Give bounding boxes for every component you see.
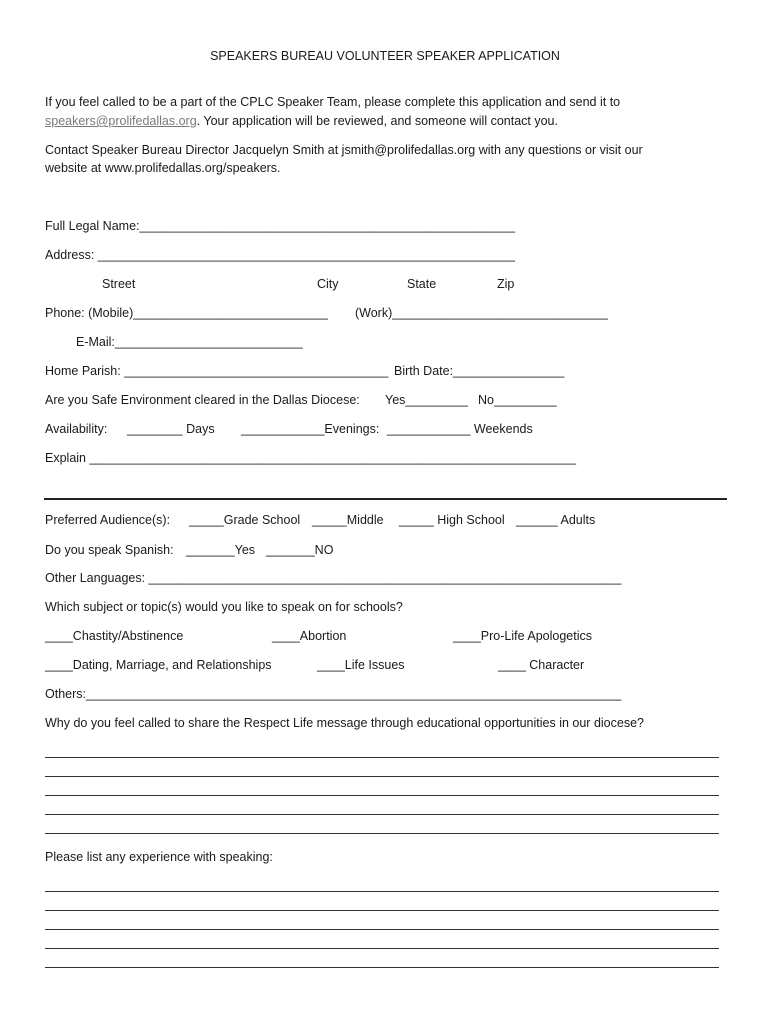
- topic-character[interactable]: ____ Character: [498, 658, 585, 672]
- availability-evenings[interactable]: ____________Evenings:: [241, 422, 380, 436]
- birth-date-field[interactable]: Birth Date:________________: [394, 364, 565, 378]
- preferred-audience-label: Preferred Audience(s):: [45, 513, 171, 527]
- why-called-question: Why do you feel called to share the Respect Life message through educational opportunities in our diocese?: [45, 716, 644, 730]
- safe-environment-no[interactable]: No_________: [478, 393, 557, 407]
- experience-answer-line[interactable]: [45, 948, 719, 949]
- spanish-yes[interactable]: _______Yes: [186, 543, 256, 557]
- home-parish-field[interactable]: Home Parish: ______________________________________: [45, 364, 389, 378]
- intro-line-2-rest: . Your application will be reviewed, and someone will contact you.: [196, 114, 558, 128]
- spanish-no[interactable]: _______NO: [266, 543, 334, 557]
- speakers-email-link[interactable]: speakers@prolifedallas.org: [45, 114, 197, 128]
- topic-chastity[interactable]: ____Chastity/Abstinence: [45, 629, 184, 643]
- availability-label: Availability:: [45, 422, 108, 436]
- mobile-phone-field[interactable]: Phone: (Mobile)____________________________: [45, 306, 328, 320]
- section-divider: [44, 498, 727, 500]
- topic-abortion[interactable]: ____Abortion: [272, 629, 347, 643]
- zip-label: Zip: [497, 277, 515, 291]
- spanish-question: Do you speak Spanish:: [45, 543, 174, 557]
- why-answer-line[interactable]: [45, 814, 719, 815]
- page-title: SPEAKERS BUREAU VOLUNTEER SPEAKER APPLICATION: [210, 49, 560, 63]
- audience-high-school[interactable]: _____ High School: [399, 513, 505, 527]
- experience-answer-line[interactable]: [45, 891, 719, 892]
- availability-days[interactable]: ________ Days: [127, 422, 215, 436]
- safe-environment-yes[interactable]: Yes_________: [385, 393, 468, 407]
- contact-line-1: Contact Speaker Bureau Director Jacquelyn Smith at jsmith@prolifedallas.org with any questions or visit our: [45, 143, 643, 157]
- audience-grade-school[interactable]: _____Grade School: [189, 513, 301, 527]
- address-field[interactable]: Address: ____________________________________________________________: [45, 248, 515, 262]
- state-label: State: [407, 277, 437, 291]
- availability-weekends[interactable]: ____________ Weekends: [387, 422, 533, 436]
- audience-adults[interactable]: ______ Adults: [516, 513, 596, 527]
- safe-environment-question: Are you Safe Environment cleared in the Dallas Diocese:: [45, 393, 360, 407]
- explain-field[interactable]: Explain ______________________________________________________________________: [45, 451, 577, 465]
- intro-line-1: If you feel called to be a part of the CPLC Speaker Team, please complete this application and send it to: [45, 95, 621, 109]
- why-answer-line[interactable]: [45, 757, 719, 758]
- topic-dating-marriage[interactable]: ____Dating, Marriage, and Relationships: [45, 658, 272, 672]
- work-phone-field[interactable]: (Work)_______________________________: [355, 306, 608, 320]
- why-answer-line[interactable]: [45, 795, 719, 796]
- audience-middle[interactable]: _____Middle: [312, 513, 384, 527]
- topics-question: Which subject or topic(s) would you like to speak on for schools?: [45, 600, 403, 614]
- contact-line-2: website at www.prolifedallas.org/speakers.: [45, 161, 281, 175]
- other-languages-field[interactable]: Other Languages: ____________________________________________________________________: [45, 571, 622, 585]
- others-field[interactable]: Others:_____________________________________________________________________________: [45, 687, 622, 701]
- intro-line-2: [45, 113, 558, 129]
- experience-answer-line[interactable]: [45, 929, 719, 930]
- full-name-field[interactable]: Full Legal Name:______________________________________________________: [45, 219, 515, 233]
- street-label: Street: [102, 277, 136, 291]
- why-answer-line[interactable]: [45, 833, 719, 834]
- experience-answer-line[interactable]: [45, 910, 719, 911]
- city-label: City: [317, 277, 339, 291]
- topic-pro-life-apologetics[interactable]: ____Pro-Life Apologetics: [453, 629, 592, 643]
- experience-answer-line[interactable]: [45, 967, 719, 968]
- speaking-experience-question: Please list any experience with speaking:: [45, 850, 273, 864]
- email-field[interactable]: E-Mail:___________________________: [76, 335, 303, 349]
- topic-life-issues[interactable]: ____Life Issues: [317, 658, 405, 672]
- why-answer-line[interactable]: [45, 776, 719, 777]
